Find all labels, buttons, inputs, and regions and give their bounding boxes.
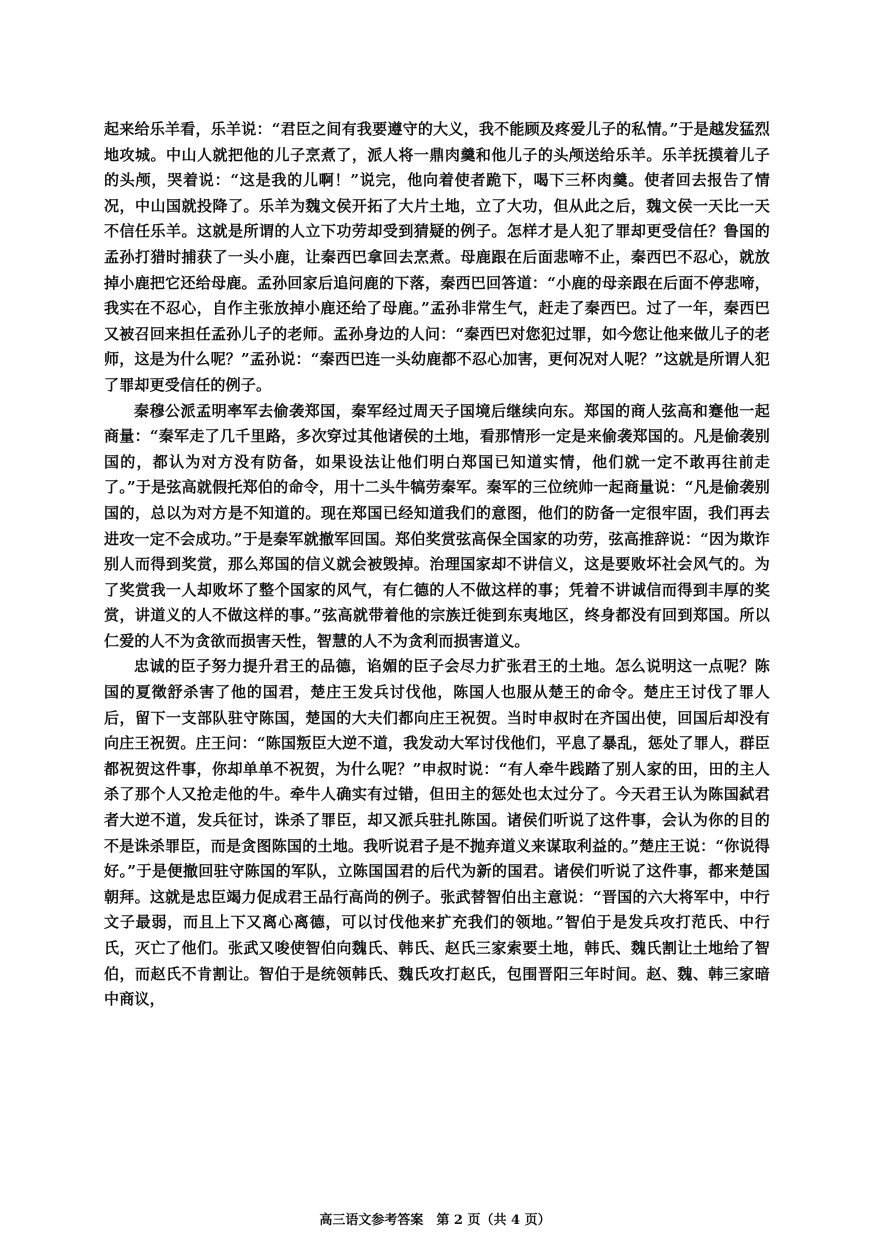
paragraph-1: 起来给乐羊看，乐羊说：“君臣之间有我要遵守的大义，我不能顾及疼爱儿子的私情。”于是越发猛烈地攻城。中山人就把他的儿子烹煮了，派人将一鼎肉羹和他儿子的头颅送给乐羊。乐羊抚摸着儿子的头颅，哭着说：“这是我的儿啊！”说完，他向着使者跪下，喝下三杯肉羹。使者回去报告了情况，中山国就投降了。乐羊为魏文侯开拓了大片土地，立了大功，但从此之后，魏文侯一天比一天不信任乐羊。这就是所谓的人立下功劳却受到猜疑的例子。怎样才是人犯了罪却更受信任？鲁国的孟孙打猎时捕获了一头小鹿，让秦西巴拿回去烹煮。母鹿跟在后面悲啼不止，秦西巴不忍心，就放掉小鹿把它还给母鹿。孟孙回家后追问鹿的下落，秦西巴回答道：“小鹿的母亲跟在后面不停悲啼，我实在不忍心，自作主张放掉小鹿还给了母鹿。”孟孙非常生气，赶走了秦西巴。过了一年，秦西巴又被召回来担任孟孙儿子的老师。孟孙身边的人问：“秦西巴对您犯过罪，如今您让他来做儿子的老师，这是为什么呢？”孟孙说：“秦西巴连一头幼鹿都不忍心加害，更何况对人呢？”这就是所谓人犯了罪却更受信任的例子。	[104, 120, 770, 394]
paragraph-2: 秦穆公派孟明率军去偷袭郑国，秦军经过周天子国境后继续向东。郑国的商人弦高和蹇他一起商量：“秦军走了几千里路，多次穿过其他诸侯的土地，看那情形一定是来偷袭郑国的。凡是偷袭别国的，都认为对方没有防备，如果设法让他们明白郑国已知道实情，他们就一定不敢再往前走了。”于是弦高就假托郑伯的命令，用十二头牛犒劳秦军。秦军的三位统帅一起商量说：“凡是偷袭别国的，总以为对方是不知道的。现在郑国已经知道我们的意图，他们的防备一定很牢固，我们再去进攻一定不会成功。”于是秦军就撤军回国。郑伯奖赏弦高保全国家的功劳，弦高推辞说：“因为欺诈别人而得到奖赏，那么郑国的信义就会被毁掉。治理国家却不讲信义，这是要败坏社会风气的。为了奖赏我一人却败坏了整个国家的风气，有仁德的人不做这样的事；凭着不讲诚信而得到丰厚的奖赏，讲道义的人不做这样的事。”弦高就带着他的宗族迁徙到东夷地区，终身都没有回到郑国。所以仁爱的人不为贪欲而损害天性，智慧的人不为贪利而损害道义。	[104, 401, 770, 650]
answer-body	[104, 117, 770, 1013]
paragraph-3: 忠诚的臣子努力提升君王的品德，谄媚的臣子会尽力扩张君王的土地。怎么说明这一点呢？陈国的夏徵舒杀害了他的国君，楚庄王发兵讨伐他，陈国人也服从楚王的命令。楚庄王讨伐了罪人后，留下一支部队驻守陈国，楚国的大夫们都向庄王祝贺。当时申叔时在齐国出使，回国后却没有向庄王祝贺。庄王问：“陈国叛臣大逆不道，我发动大军讨伐他们，平息了暴乱，惩处了罪人，群臣都祝贺这件事，你却单单不祝贺，为什么呢？”申叔时说：“有人牵牛践踏了别人家的田，田的主人杀了那个人又抢走他的牛。牵牛人确实有过错，但田主的惩处也太过分了。今天君王认为陈国弑君者大逆不道，发兵征讨，诛杀了罪臣，却又派兵驻扎陈国。诸侯们听说了这件事，会认为你的目的不是诛杀罪臣，而是贪图陈国的土地。我听说君子是不抛弃道义来谋取利益的。”楚庄王说：“你说得好。”于是便撤回驻守陈国的军队，立陈国国君的后代为新的国君。诸侯们听说了这件事，都来楚国朝拜。这就是忠臣竭力促成君王品行高尚的例子。张武替智伯出主意说：“晋国的六大将军中，中行文子最弱，而且上下又离心离德，可以讨伐他来扩充我们的领地。”智伯于是发兵攻打范氏、中行氏，灭亡了他们。张武又唆使智伯向魏氏、韩氏、赵氏三家索要土地，韩氏、魏氏割让土地给了智伯，而赵氏不肯割让。智伯于是统领韩氏、魏氏攻打赵氏，包围晋阳三年时间。赵、魏、韩三家暗中商议，	[104, 657, 770, 1009]
page-footer: 高三语文参考答案 第 2 页（共 4 页）	[319, 1213, 551, 1228]
